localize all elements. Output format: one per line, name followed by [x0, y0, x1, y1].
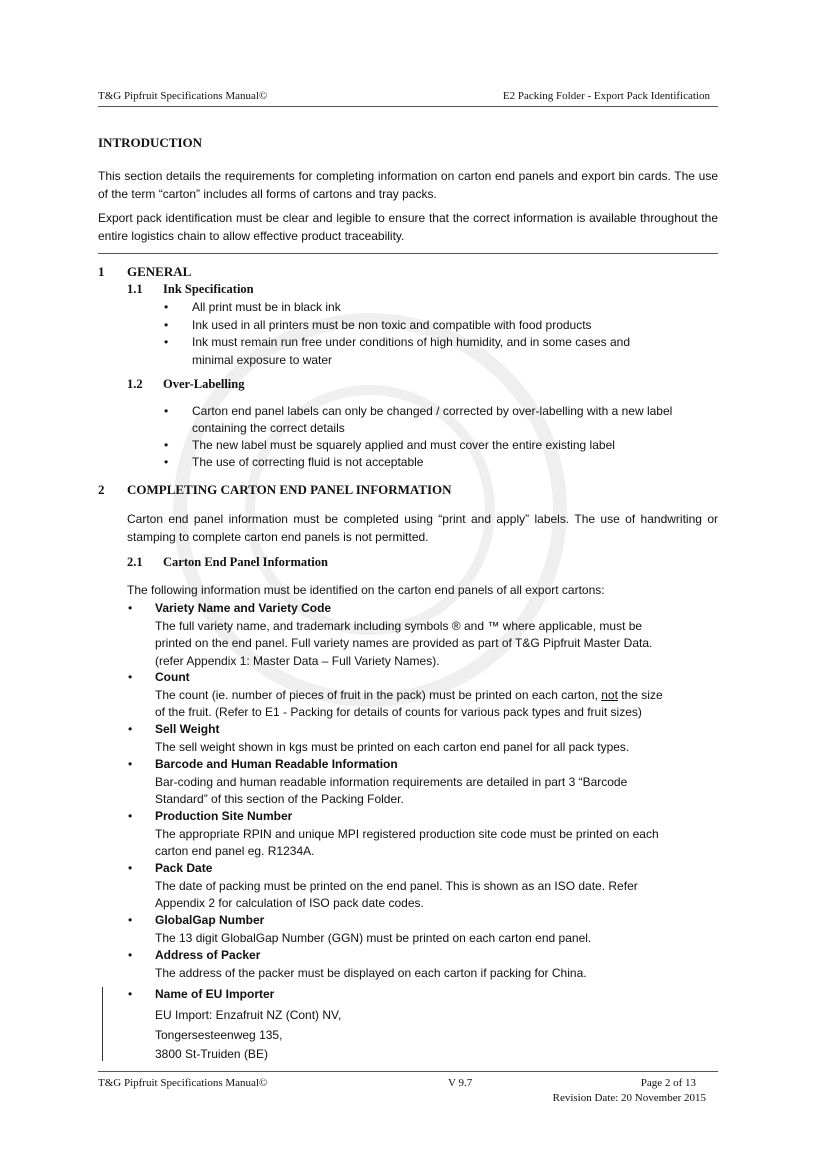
- section-1-title: GENERAL: [127, 264, 192, 279]
- bullet-icon: •: [164, 404, 169, 418]
- subsection-2-1-lead: The following information must be identified on the carton end panels of all export cartons:: [127, 583, 605, 597]
- bullet-icon: •: [128, 809, 133, 823]
- section-2-number: 2: [98, 482, 105, 497]
- bullet-icon: •: [128, 757, 133, 771]
- subsection-2-1-number: 2.1: [127, 555, 143, 569]
- subsection-1-2-title: Over-Labelling: [163, 377, 245, 391]
- intro-paragraph-1: This section details the requirements for completing information on carton end panels and export bin cards. The use of the term “carton” includes all forms of cartons and tray packs.: [98, 169, 718, 201]
- bullet-icon: •: [128, 948, 133, 962]
- bullet-icon: •: [164, 438, 169, 452]
- bullet-icon: •: [128, 722, 133, 736]
- header-rule: [98, 106, 718, 107]
- intro-paragraph-2: Export pack identification must be clear and legible to ensure that the correct information is available throughout the entire logistics chain to allow effective product traceability.: [98, 211, 718, 243]
- subsection-2-1-title: Carton End Panel Information: [163, 555, 328, 569]
- bullet-icon: •: [164, 455, 169, 469]
- footer-page-number: Page 2 of 13: [640, 1077, 696, 1089]
- footer-revision-date: Revision Date: 20 November 2015: [552, 1092, 706, 1104]
- intro-rule: [98, 253, 718, 254]
- revision-change-bar: [102, 987, 103, 1061]
- bullet-icon: •: [128, 913, 133, 927]
- intro-heading: INTRODUCTION: [98, 135, 203, 150]
- section-1-number: 1: [98, 264, 105, 279]
- header-manual-title: T&G Pipfruit Specifications Manual©: [98, 90, 268, 102]
- bullet-icon: •: [128, 670, 133, 684]
- bullet-icon: •: [128, 601, 133, 615]
- bullet-icon: •: [164, 300, 169, 314]
- footer-rule: [98, 1071, 718, 1072]
- section-2-title: COMPLETING CARTON END PANEL INFORMATION: [127, 482, 452, 497]
- bullet-icon: •: [164, 318, 169, 332]
- header-section-title: E2 Packing Folder - Export Pack Identification: [502, 90, 710, 102]
- footer-version: V 9.7: [448, 1077, 473, 1089]
- bullet-icon: •: [128, 861, 133, 875]
- footer-manual-title: T&G Pipfruit Specifications Manual©: [98, 1077, 268, 1089]
- subsection-1-1-title: Ink Specification: [163, 282, 254, 296]
- section-2-intro: Carton end panel information must be completed using “print and apply” labels. The use of handwriting or stamping to complete carton end panels is not permitted.: [127, 512, 718, 544]
- subsection-1-1-number: 1.1: [127, 282, 143, 296]
- subsection-1-2-number: 1.2: [127, 377, 143, 391]
- bullet-icon: •: [128, 987, 133, 1001]
- bullet-icon: •: [164, 335, 169, 349]
